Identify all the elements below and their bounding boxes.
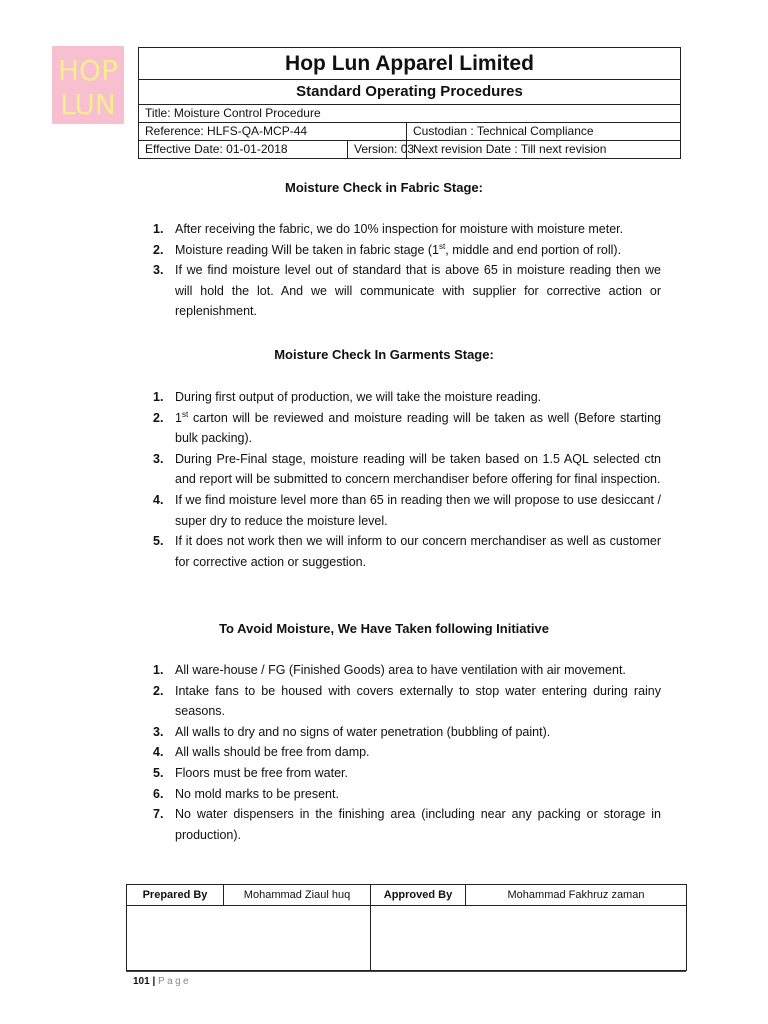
list-number: 5.: [153, 534, 164, 549]
prepared-by-name: Mohammad Ziaul huq: [224, 885, 371, 906]
list-text: All walls to dry and no signs of water penetration (bubbling of paint).: [175, 724, 551, 739]
list-item: [153, 763, 661, 784]
footer-separator: |: [149, 976, 159, 987]
list-text: carton will be reviewed and moisture reading will be taken as well (Before starting bulk packing).: [175, 410, 661, 446]
superscript: st: [181, 409, 189, 419]
list-item: [153, 490, 661, 531]
signoff-table: [126, 884, 687, 971]
list-item: [153, 784, 661, 805]
initiative-list: [153, 660, 661, 845]
footer-rule: [126, 971, 686, 972]
list-number: 4.: [153, 492, 164, 507]
list-text: After receiving the fabric, we do 10% inspection for moisture with moisture meter.: [175, 222, 624, 236]
list-number: 7.: [153, 807, 164, 822]
list-item: [153, 219, 661, 240]
section-heading-fabric: Moisture Check in Fabric Stage:: [285, 180, 483, 195]
company-name: Hop Lun Apparel Limited: [139, 48, 681, 80]
version: Version: 03: [348, 141, 407, 159]
logo-graphic: [52, 46, 124, 124]
prepared-signature-area: [127, 906, 371, 971]
list-number: 5.: [153, 765, 164, 780]
list-number: 1.: [153, 663, 164, 677]
company-logo: [52, 46, 124, 124]
page-footer: [133, 976, 191, 987]
list-item: [153, 449, 661, 490]
list-item: [153, 804, 661, 845]
effective-date: Effective Date: 01-01-2018: [139, 141, 348, 159]
custodian: Custodian : Technical Compliance: [407, 123, 681, 141]
list-text: , middle and end portion of roll).: [445, 242, 622, 257]
list-item: [153, 408, 661, 449]
list-text: No water dispensers in the finishing area (including near any packing or storage in production).: [175, 807, 661, 842]
logo-line2: LUN: [60, 88, 116, 121]
list-item: [153, 681, 661, 722]
list-text: If we find moisture level more than 65 in reading then we will propose to use desiccant / super dry to reduce the moisture level.: [175, 492, 661, 528]
fabric-stage-list: [153, 219, 661, 322]
list-item: [153, 240, 661, 261]
list-text: Intake fans to be housed with covers externally to stop water entering during rainy seasons.: [175, 683, 661, 719]
list-text: During first output of production, we will take the moisture reading.: [175, 390, 542, 404]
list-text: All ware-house / FG (Finished Goods) area to have ventilation with air movement.: [175, 663, 626, 677]
list-text: During Pre-Final stage, moisture reading will be taken based on 1.5 AQL selected ctn and report will be submitted to concern merchandiser before offering for final inspection.: [175, 451, 661, 487]
list-text: No mold marks to be present.: [175, 786, 339, 801]
list-item: [153, 387, 661, 408]
approved-by-name: Mohammad Fakhruz zaman: [466, 885, 687, 906]
approved-signature-area: [371, 906, 687, 971]
list-number: 6.: [153, 786, 164, 801]
list-item: [153, 722, 661, 743]
page-word: Page: [158, 976, 192, 987]
section-heading-initiative: To Avoid Moisture, We Have Taken following Initiative: [219, 621, 549, 636]
list-number: 2.: [153, 683, 164, 698]
list-text: All walls should be free from damp.: [175, 745, 370, 760]
superscript: st: [439, 241, 446, 251]
procedure-title: Title: Moisture Control Procedure: [139, 105, 681, 123]
next-revision: Next revision Date : Till next revision: [407, 141, 681, 159]
reference: Reference: HLFS-QA-MCP-44: [139, 123, 407, 141]
list-number: 3.: [153, 724, 164, 739]
section-heading-garments: Moisture Check In Garments Stage:: [274, 347, 494, 362]
list-number: 3.: [153, 451, 164, 466]
list-number: 4.: [153, 745, 164, 760]
page-number: 101: [133, 976, 150, 987]
list-number: 2.: [153, 242, 164, 257]
list-item: [153, 531, 661, 572]
list-number: 2.: [153, 410, 164, 425]
list-text: Floors must be free from water.: [175, 765, 348, 780]
list-item: [153, 260, 661, 322]
list-text: If we find moisture level out of standard that is above 65 in moisture reading then we will hold the lot. And we will communicate with supplier for corrective action or replenishment.: [175, 263, 661, 319]
list-item: [153, 742, 661, 763]
list-number: 3.: [153, 263, 164, 278]
list-text: 1: [175, 410, 182, 425]
prepared-by-label: Prepared By: [127, 885, 224, 906]
list-number: 1.: [153, 390, 164, 404]
logo-line1: HOP: [58, 54, 118, 87]
garments-stage-list: [153, 387, 661, 572]
list-text: Moisture reading Will be taken in fabric stage (1: [175, 242, 440, 257]
document-header-table: [138, 47, 681, 159]
sop-subtitle: Standard Operating Procedures: [139, 80, 681, 105]
list-text: If it does not work then we will inform to our concern merchandiser as well as customer for corrective action or suggestion.: [175, 534, 661, 569]
list-number: 1.: [153, 222, 164, 236]
approved-by-label: Approved By: [371, 885, 466, 906]
list-item: [153, 660, 661, 681]
